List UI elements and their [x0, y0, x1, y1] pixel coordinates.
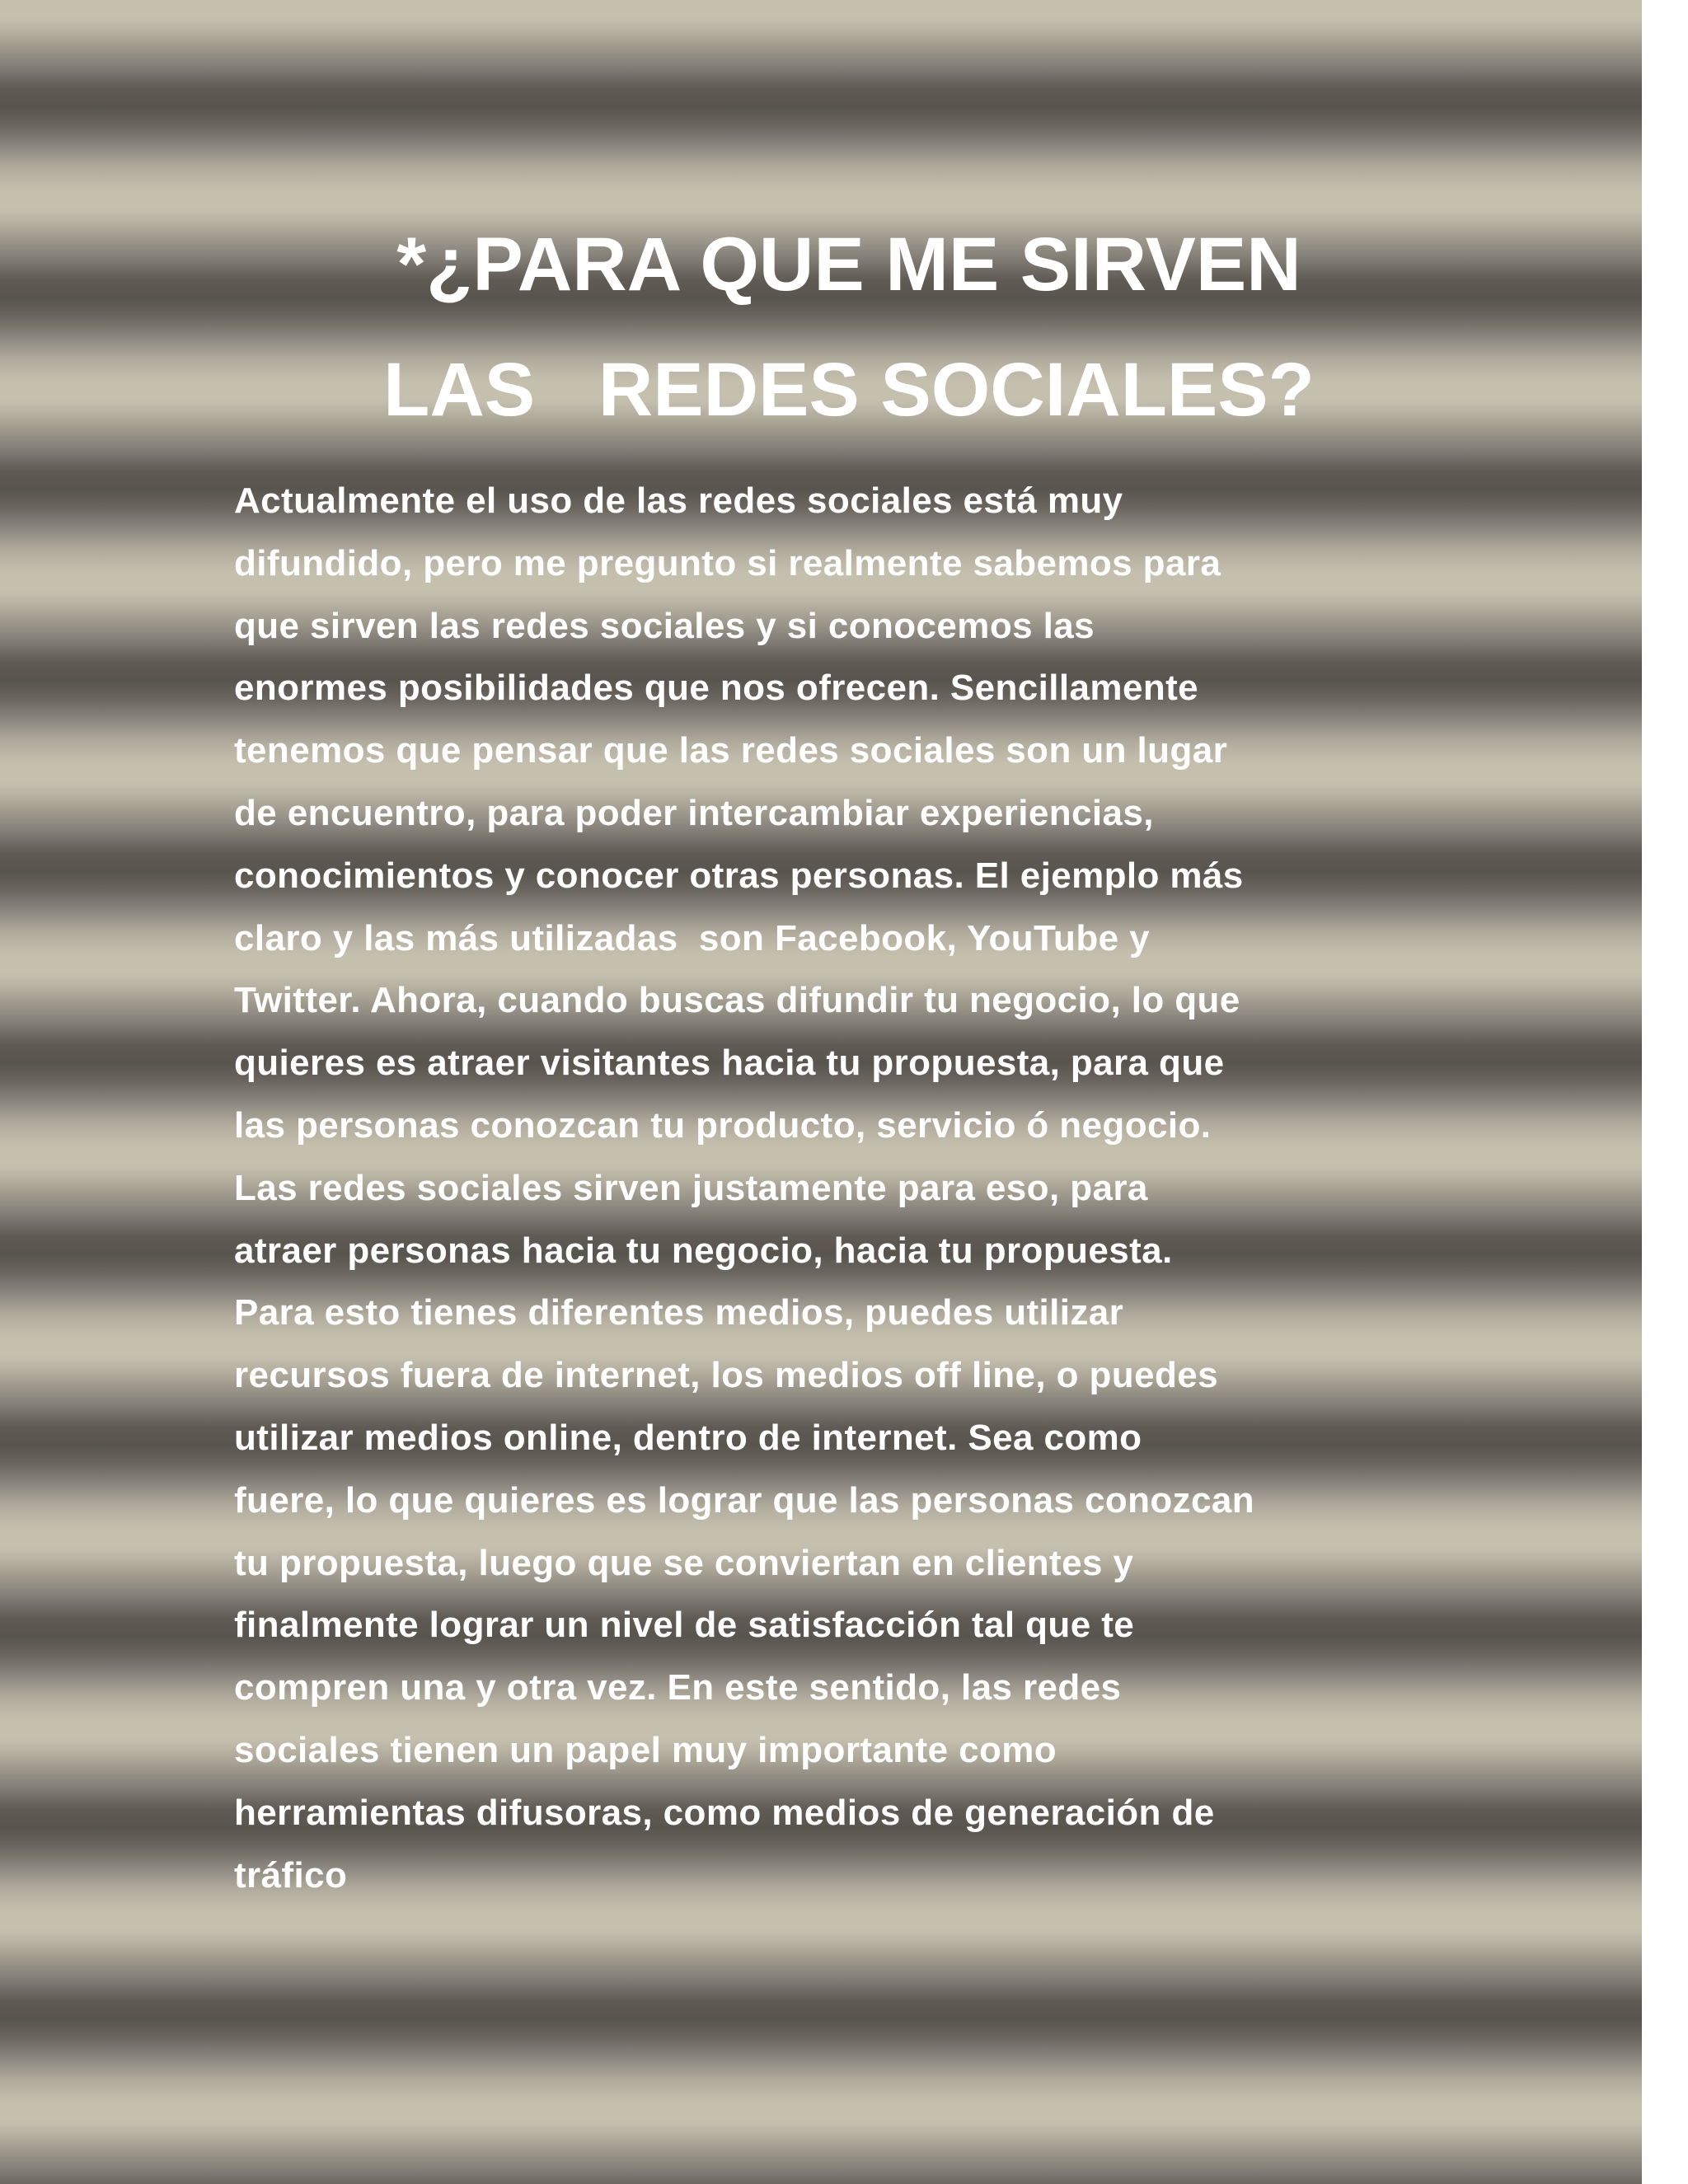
- page-right-margin: [1642, 0, 1688, 2184]
- body-line: que sirven las redes sociales y si conocemos las: [234, 605, 1095, 646]
- body-line: atraer personas hacia tu negocio, hacia tu propuesta.: [234, 1230, 1173, 1271]
- body-line: recursos fuera de internet, los medios off line, o puedes: [234, 1355, 1218, 1396]
- page-title: [0, 202, 1642, 452]
- body-line: tu propuesta, luego que se conviertan en clientes y: [234, 1542, 1134, 1583]
- body-line: Para esto tienes diferentes medios, puedes utilizar: [234, 1292, 1124, 1333]
- body-line: tráfico: [234, 1854, 348, 1896]
- body-line: utilizar medios online, dentro de internet. Sea como: [234, 1417, 1142, 1458]
- title-line-1: *¿PARA QUE ME SIRVEN: [396, 223, 1301, 307]
- body-line: finalmente lograr un nivel de satisfacción tal que te: [234, 1605, 1135, 1646]
- body-paragraph: [234, 470, 1520, 1906]
- body-line: fuere, lo que quieres es lograr que las personas conozcan: [234, 1479, 1255, 1521]
- body-line: las personas conozcan tu producto, servicio ó negocio.: [234, 1104, 1212, 1146]
- body-line: tenemos que pensar que las redes sociales son un lugar: [234, 730, 1228, 771]
- body-line: difundido, pero me pregunto si realmente sabemos para: [234, 542, 1221, 583]
- body-line: Las redes sociales sirven justamente para eso, para: [234, 1167, 1148, 1208]
- body-line: de encuentro, para poder intercambiar experiencias,: [234, 792, 1154, 833]
- body-line: claro y las más utilizadas son Facebook, YouTube y: [234, 917, 1150, 958]
- body-line: enormes posibilidades que nos ofrecen. Sencillamente: [234, 668, 1199, 709]
- body-line: quieres es atraer visitantes hacia tu propuesta, para que: [234, 1043, 1225, 1084]
- body-line: Actualmente el uso de las redes sociales está muy: [234, 480, 1123, 521]
- body-line: Twitter. Ahora, cuando buscas difundir tu negocio, lo que: [234, 980, 1240, 1021]
- body-line: herramientas difusoras, como medios de generación de: [234, 1792, 1215, 1833]
- body-line: sociales tienen un papel muy importante como: [234, 1729, 1057, 1770]
- body-line: conocimientos y conocer otras personas. El ejemplo más: [234, 855, 1244, 896]
- title-line-2: LAS REDES SOCIALES?: [383, 348, 1315, 432]
- body-line: compren una y otra vez. En este sentido, las redes: [234, 1667, 1122, 1708]
